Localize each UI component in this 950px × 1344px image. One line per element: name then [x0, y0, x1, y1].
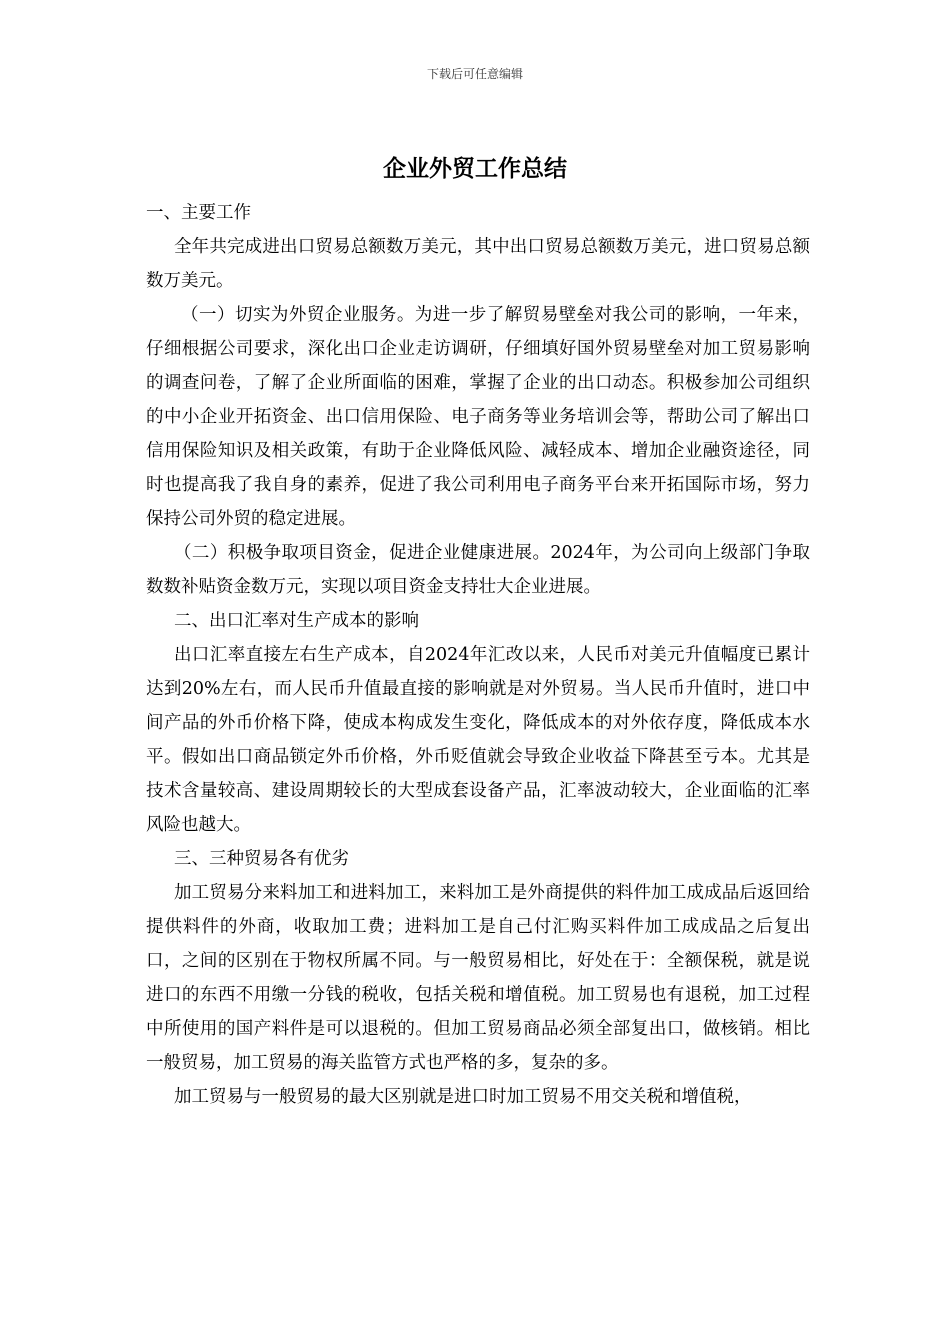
paragraph-processing-trade: 加工贸易分来料加工和进料加工，来料加工是外商提供的料件加工成成品后返回给提供料件的外商，收取加工费；进料加工是自己付汇购买料件加工成成品之后复出口，之间的区别在于物权所属不同。与一般贸易相比，好处在于：全额保税，就是说进口的东西不用缴一分钱的税收，包括关税和增值税。加工贸易也有退税，加工过程中所使用的国产料件是可以退税的。但加工贸易商品必须全部复出口，做核销。相比一般贸易，加工贸易的海关监管方式也严格的多，复杂的多。 — [146, 883, 810, 1073]
document-title: 企业外贸工作总结 — [383, 155, 567, 182]
paragraph-trade-difference: 加工贸易与一般贸易的最大区别就是进口时加工贸易不用交关税和增值税， — [174, 1087, 752, 1107]
paragraph-summary: 全年共完成进出口贸易总额数万美元，其中出口贸易总额数万美元，进口贸易总额数万美元。 — [146, 237, 810, 291]
paragraph-funding: （二）积极争取项目资金，促进企业健康进展。2024年，为公司向上级部门争取数数补贴资金数万元，实现以项目资金支持壮大企业进展。 — [146, 543, 810, 597]
paragraph-service: （一）切实为外贸企业服务。为进一步了解贸易壁垒对我公司的影响，一年来，仔细根据公司要求，深化出口企业走访调研，仔细填好国外贸易壁垒对加工贸易影响的调查问卷，了解了企业所面临的困难，掌握了企业的出口动态。积极参加公司组织的中小企业开拓资金、出口信用保险、电子商务等业务培训会等，帮助公司了解出口信用保险知识及相关政策，有助于企业降低风险、减轻成本、增加企业融资途径，同时也提高我了我自身的素养，促进了我公司利用电子商务平台来开拓国际市场，努力保持公司外贸的稳定进展。 — [146, 305, 810, 529]
header-note: 下载后可任意编辑 — [426, 67, 523, 81]
section-heading-1: 一、主要工作 — [146, 203, 251, 223]
section-heading-3: 三、三种贸易各有优劣 — [174, 849, 349, 869]
paragraph-exchange-rate: 出口汇率直接左右生产成本，自2024年汇改以来，人民币对美元升值幅度已累计达到20%左右，而人民币升值最直接的影响就是对外贸易。当人民币升值时，进口中间产品的外币价格下降，使成本构成发生变化，降低成本的对外依存度，降低成本水平。假如出口商品锁定外币价格，外币贬值就会导致企业收益下降甚至亏本。尤其是技术含量较高、建设周期较长的大型成套设备产品，汇率波动较大，企业面临的汇率风险也越大。 — [146, 645, 810, 835]
document-body — [146, 196, 810, 1114]
section-heading-2: 二、出口汇率对生产成本的影响 — [174, 611, 419, 631]
